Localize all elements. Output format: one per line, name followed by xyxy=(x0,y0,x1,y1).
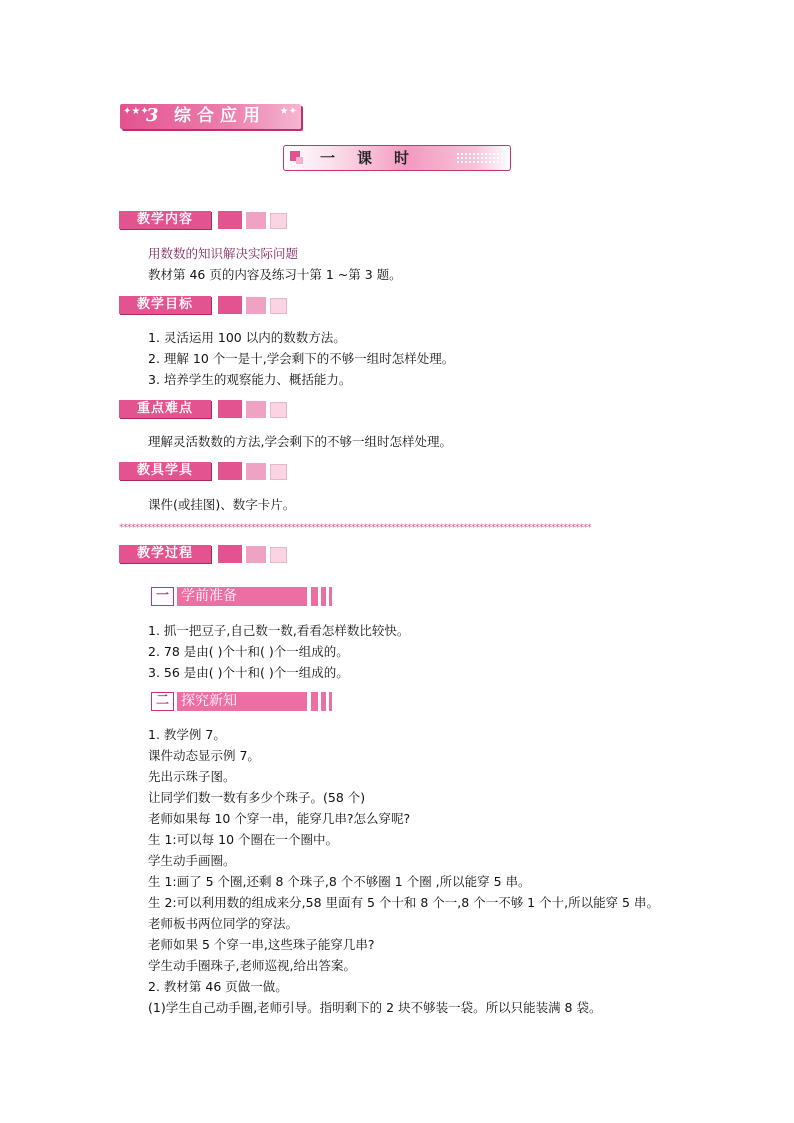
section-label: 教学内容 xyxy=(119,211,211,229)
block-decoration-icon xyxy=(270,213,287,229)
goal-line: 3. 培养学生的观察能力、概括能力。 xyxy=(148,372,352,387)
star-decoration-icon: ✦★✦ xyxy=(123,106,149,117)
stripe-decoration-icon xyxy=(311,692,318,711)
block-decoration-icon xyxy=(218,400,242,418)
step-line: 生 1:可以每 10 个圈在一个圈中。 xyxy=(148,832,338,847)
step-header-2 xyxy=(151,692,334,711)
star-decoration-icon: ★✦ xyxy=(279,106,297,117)
step-line: 3. 56 是由( )个十和( )个一组成的。 xyxy=(148,665,349,680)
step-number: 一 xyxy=(151,587,174,606)
step-number: 二 xyxy=(151,692,174,711)
block-decoration-icon xyxy=(270,547,287,563)
block-decoration-icon xyxy=(270,464,287,480)
goal-line: 2. 理解 10 个一是十,学会剩下的不够一组时怎样处理。 xyxy=(148,351,455,366)
lesson-banner xyxy=(283,145,511,171)
section-label: 教学过程 xyxy=(119,545,211,563)
chapter-banner xyxy=(120,104,301,129)
step-line: 生 2:可以利用数的组成来分,58 里面有 5 个十和 8 个一,8 个一不够 1 个十,所以能穿 5 串。 xyxy=(148,895,659,910)
stripe-decoration-icon xyxy=(329,692,332,711)
stripe-decoration-icon xyxy=(329,587,332,606)
block-decoration-icon xyxy=(246,463,266,480)
square-decoration-icon xyxy=(296,157,303,164)
goal-line: 1. 灵活运用 100 以内的数数方法。 xyxy=(148,330,346,345)
block-decoration-icon xyxy=(218,296,242,314)
step-line: 1. 教学例 7。 xyxy=(148,727,226,742)
step-line: 老师如果每 10 个穿一串，能穿几串?怎么穿呢? xyxy=(148,811,411,826)
block-decoration-icon xyxy=(246,297,266,314)
section-label: 教具学具 xyxy=(119,462,211,480)
step-title: 探究新知 xyxy=(177,692,307,711)
dot-pattern-icon xyxy=(456,152,502,164)
block-decoration-icon xyxy=(218,211,242,229)
step-line: 学生动手圈珠子,老师巡视,给出答案。 xyxy=(148,958,356,973)
block-decoration-icon xyxy=(270,298,287,314)
step-line: 老师板书两位同学的穿法。 xyxy=(148,916,299,931)
block-decoration-icon xyxy=(270,402,287,418)
section-label: 重点难点 xyxy=(119,400,211,418)
lesson-title: 一课时 xyxy=(320,149,432,167)
step-line: (1)学生自己动手圈,老师引导。指明剩下的 2 块不够装一袋。所以只能装满 8 袋。 xyxy=(148,1000,602,1015)
step-header-1 xyxy=(151,587,334,606)
section-label: 教学目标 xyxy=(119,296,211,314)
step-line: 学生动手画圈。 xyxy=(148,853,236,868)
block-decoration-icon xyxy=(218,462,242,480)
block-decoration-icon xyxy=(218,545,242,563)
stripe-decoration-icon xyxy=(321,587,326,606)
step-line: 让同学们数一数有多少个珠子。(58 个) xyxy=(148,790,366,805)
step-line: 2. 教材第 46 页做一做。 xyxy=(148,979,288,994)
step-line: 老师如果 5 个穿一串,这些珠子能穿几串? xyxy=(148,937,375,952)
chapter-title: 综合应用 xyxy=(174,106,266,126)
star-divider: ********************************************************************************************************************** xyxy=(119,523,591,533)
step-title: 学前准备 xyxy=(177,587,307,606)
block-decoration-icon xyxy=(246,401,266,418)
tools-line: 课件(或挂图)、数字卡片。 xyxy=(148,497,296,512)
block-decoration-icon xyxy=(246,546,266,563)
content-line: 教材第 46 页的内容及练习十第 1 ~第 3 题。 xyxy=(148,267,402,282)
chapter-number: 3 xyxy=(146,105,159,126)
block-decoration-icon xyxy=(246,212,266,229)
step-line: 先出示珠子图。 xyxy=(148,769,236,784)
stripe-decoration-icon xyxy=(321,692,326,711)
step-line: 生 1:画了 5 个圈,还剩 8 个珠子,8 个不够圈 1 个圈 ,所以能穿 5 串。 xyxy=(148,874,531,889)
content-line: 用数数的知识解决实际问题 xyxy=(148,246,299,261)
step-line: 1. 抓一把豆子,自己数一数,看看怎样数比较快。 xyxy=(148,623,410,638)
step-line: 2. 78 是由( )个十和( )个一组成的。 xyxy=(148,644,349,659)
step-line: 课件动态显示例 7。 xyxy=(148,748,260,763)
key-point-line: 理解灵活数数的方法,学会剩下的不够一组时怎样处理。 xyxy=(148,434,452,449)
stripe-decoration-icon xyxy=(311,587,318,606)
